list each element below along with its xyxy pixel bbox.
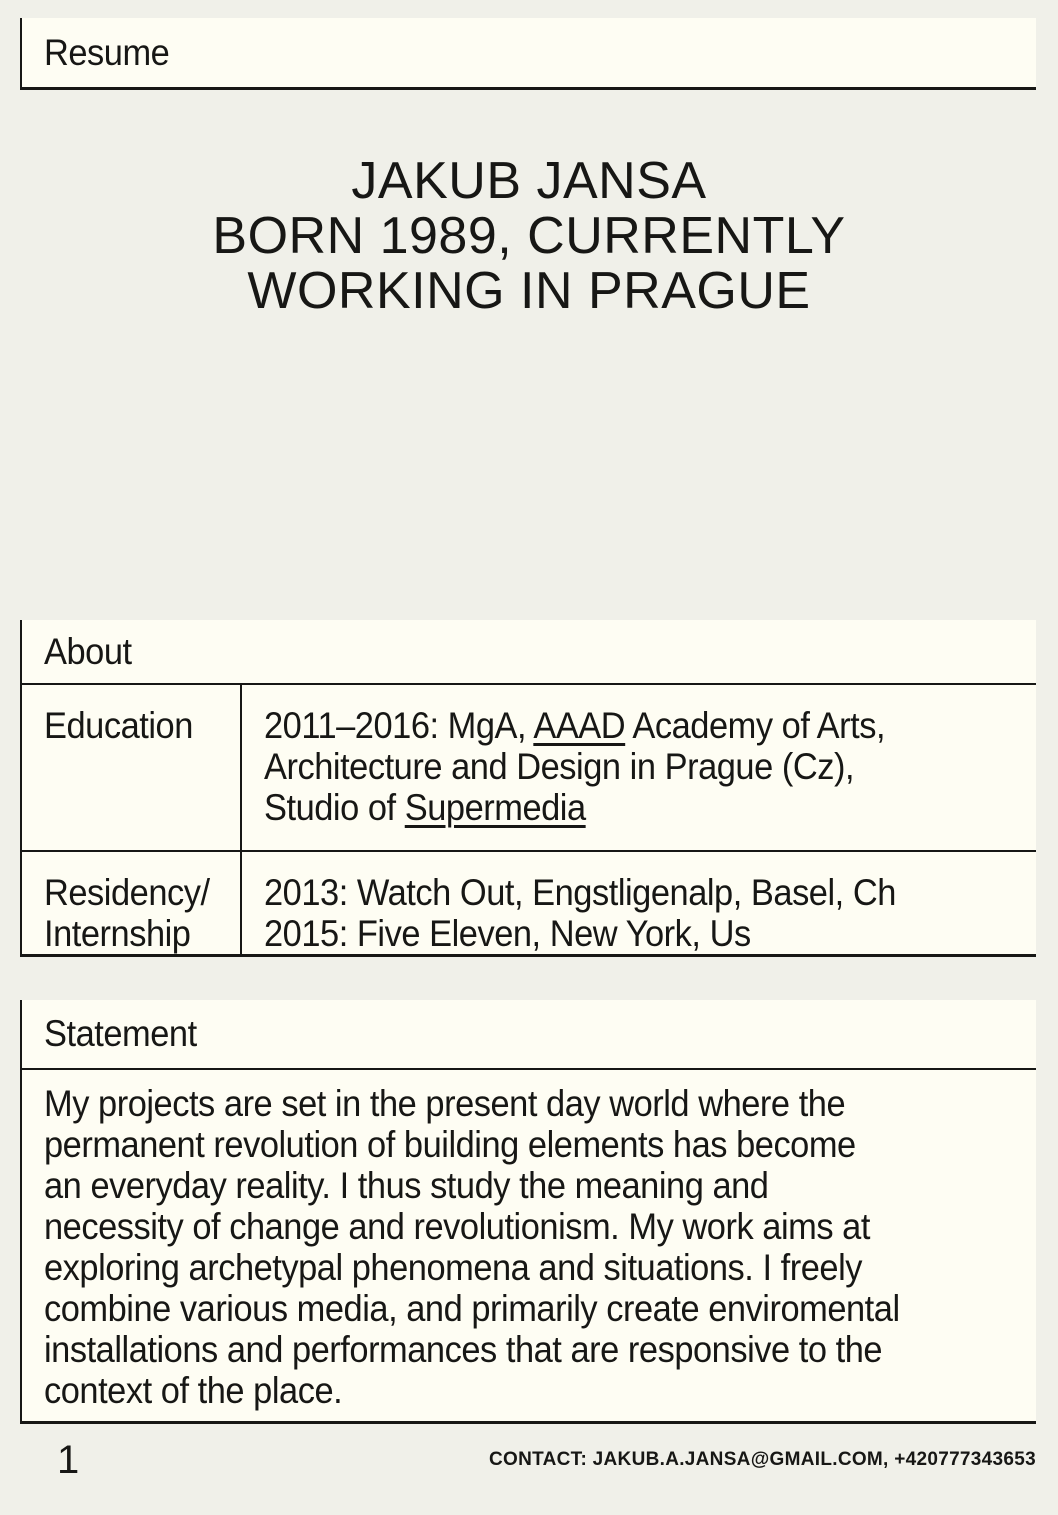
contact-info: CONTACT: JAKUB.A.JANSA@GMAIL.COM, +420777343653 <box>489 1449 1036 1470</box>
education-line3-pre: Studio of <box>264 787 405 828</box>
education-line-2: Architecture and Design in Prague (Cz), <box>264 746 855 787</box>
hero-title <box>0 154 1058 319</box>
page-number: 1 <box>57 1437 80 1482</box>
education-line-3 <box>264 787 969 828</box>
hero-title-line: WORKING IN PRAGUE <box>247 262 811 320</box>
residency-term-cell <box>22 852 242 954</box>
about-section <box>20 620 1036 957</box>
education-term-cell <box>22 685 242 850</box>
hero-title-line: BORN 1989, CURRENTLY <box>212 207 846 265</box>
education-row <box>22 685 1036 852</box>
statement-line: an everyday reality. I thus study the meaning and <box>44 1165 769 1206</box>
statement-line: permanent revolution of building elements has become <box>44 1124 856 1165</box>
statement-line: exploring archetypal phenomena and situations. I freely <box>44 1247 862 1288</box>
statement-line: combine various media, and primarily create enviromental <box>44 1288 900 1329</box>
residency-line-2: 2015: Five Eleven, New York, Us <box>264 913 751 954</box>
statement-heading-row <box>22 1000 1036 1070</box>
footer <box>0 1436 1058 1484</box>
about-heading-row <box>22 620 1036 685</box>
education-line1-post: Academy of Arts, <box>625 705 886 746</box>
residency-term-line-2: Internship <box>44 913 191 954</box>
hero-title-line: JAKUB JANSA <box>351 152 707 210</box>
statement-heading: Statement <box>44 1013 197 1054</box>
statement-line: My projects are set in the present day world where the <box>44 1083 846 1124</box>
statement-line: installations and performances that are responsive to the <box>44 1329 883 1370</box>
resume-header <box>20 18 1036 90</box>
residency-value-cell <box>242 852 1036 954</box>
about-heading: About <box>44 630 132 672</box>
statement-line: necessity of change and revolutionism. My work aims at <box>44 1206 870 1247</box>
education-line-1 <box>264 705 969 746</box>
statement-section <box>20 1000 1036 1424</box>
residency-row <box>22 852 1036 957</box>
aaad-link[interactable]: AAAD <box>533 705 626 746</box>
residency-term-line-1: Residency/ <box>44 872 210 913</box>
education-value-cell <box>242 685 1036 850</box>
statement-line: context of the place. <box>44 1370 343 1411</box>
page-title: Resume <box>44 31 170 73</box>
supermedia-link[interactable]: Supermedia <box>404 787 586 828</box>
education-term: Education <box>44 705 193 746</box>
education-line1-pre: 2011–2016: MgA, <box>264 705 534 746</box>
statement-body <box>22 1070 1036 1424</box>
residency-line-1: 2013: Watch Out, Engstligenalp, Basel, Ch <box>264 872 896 913</box>
